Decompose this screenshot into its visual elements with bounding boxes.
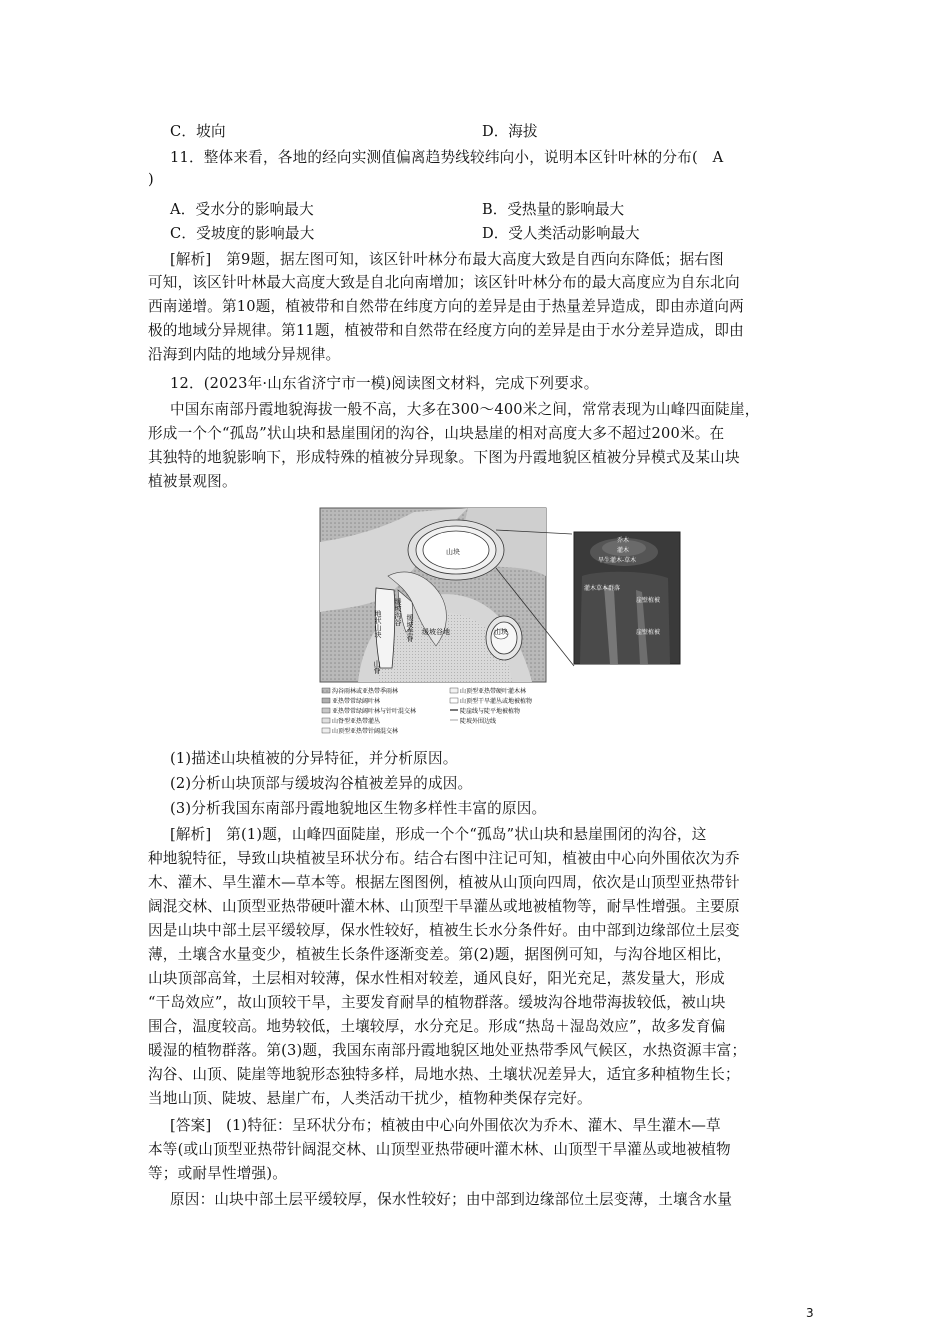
- answer-line: 本等(或山顶型亚热带针阔混交林、山顶型亚热带硬叶灌木林、山顶型干旱灌丛或地被植物: [148, 1141, 731, 1158]
- analysis-line: 围合，温度较高。地势较低，土壤较厚，水分充足。形成“热岛＋湿岛效应”，故多发育偏: [148, 1018, 726, 1035]
- map-label-shankuai-2: 山块: [494, 628, 508, 636]
- analysis-line: 沿海到内陆的地域分异规律。: [148, 346, 341, 363]
- photo-label-guanbu: 灌木草本群落: [584, 585, 621, 592]
- legend-item: 山顶型亚热带硬叶灌木林: [460, 688, 527, 695]
- analysis-line: 暖湿的植物群落。第(3)题，我国东南部丹霞地貌区地处亚热带季风气候区，水热资源丰富；: [148, 1042, 747, 1059]
- subquestion-2: (2)分析山块顶部与缓坡沟谷植被差异的成因。: [170, 775, 473, 792]
- material-line: 其独特的地貌影响下，形成特殊的植被分异现象。下图为丹霞地貌区植被分异模式及某山块: [148, 449, 740, 466]
- analysis-line: [解析] 第9题，据左图可知，该区针叶林分布最大高度大致是自西向东降低；据右图: [170, 251, 724, 268]
- analysis-line: “干岛效应”，故山顶较干旱，主要发育耐旱的植物群落。缓坡沟谷地带海拔较低，被山块: [148, 994, 726, 1011]
- legend-item: 山顶型亚热带针阔混交林: [332, 728, 399, 735]
- analysis-line: 因是山块中部土层平缓较厚，保水性较好，植被生长水分条件好。由中部到边缘部位土层变: [148, 922, 740, 939]
- subquestion-1: (1)描述山块植被的分异特征，并分析原因。: [170, 750, 458, 767]
- subquestion-3: (3)分析我国东南部丹霞地貌地区生物多样性丰富的原因。: [170, 800, 547, 817]
- answer-line: 原因：山块中部土层平缓较厚，保水性较好；由中部到边缘部位土层变薄，土壤含水量: [170, 1191, 733, 1208]
- option-d-11: D．受人类活动影响最大: [482, 225, 640, 242]
- photo-label-qiaomu: 乔木: [617, 537, 630, 544]
- map-label-huanpo-goug: 缓坡沟谷: [394, 598, 402, 626]
- analysis-line: [解析] 第(1)题，山峰四面陡崖，形成一个个“孤岛”状山块和悬崖围闭的沟谷，这: [170, 826, 707, 843]
- legend-item: 沟谷雨林或亚热带季雨林: [332, 688, 399, 695]
- analysis-line: 当地山顶、陡坡、悬崖广布，人类活动干扰少，植物种类保存完好。: [148, 1090, 592, 1107]
- legend-item: 山顶型干旱灌丛或地被植物: [460, 698, 533, 705]
- vegetation-figure: [318, 506, 682, 742]
- analysis-line: 阔混交林、山顶型亚热带硬叶灌木林、山顶型干旱灌丛或地被植物等，耐旱性增强。主要原: [148, 898, 740, 915]
- option-a-11: A．受水分的影响最大: [170, 201, 314, 218]
- legend-item: 亚热带常绿阔叶林: [332, 698, 381, 705]
- question-11-cont: ): [148, 171, 154, 188]
- photo-label-guanmu: 灌木: [617, 547, 630, 554]
- material-line: 植被景观图。: [148, 473, 237, 490]
- option-c-10: C．坡向: [170, 123, 226, 140]
- legend-item: 亚热带常绿阔叶林与针叶混交林: [332, 708, 417, 715]
- analysis-line: 极的地域分异规律。第11题，植被带和自然带在经度方向的差异是由于水分差异造成，即由: [148, 322, 744, 339]
- legend-item: 山脊型亚热带灌丛: [332, 718, 381, 725]
- analysis-line: 山块顶部高耸，土层相对较薄，保水性相对较差，通风良好，阳光充足，蒸发量大，形成: [148, 970, 725, 987]
- map-label-shankuai-1: 山块: [446, 548, 460, 556]
- photo-label-xiayan: 崖壁植被: [636, 629, 661, 636]
- analysis-line: 薄，土壤含水量变少，植被生长条件逐渐变差。第(2)题，据图例可知，与沟谷地区相比，: [148, 946, 732, 963]
- option-c-11: C．受坡度的影响最大: [170, 225, 315, 242]
- analysis-line: 种地貌特征，导致山块植被呈环状分布。结合右图中注记可知，植被由中心向外围依次为乔: [148, 850, 740, 867]
- photo-label-hanbao: 旱生灌木-草木: [598, 557, 637, 564]
- photo-label-yanbi: 崖壁植被: [636, 597, 661, 604]
- material-line: 中国东南部丹霞地貌海拔一般不高，大多在300～400米之间，常常表现为山峰四面陡崖，: [170, 401, 760, 418]
- map-label-dizhuang: 地状山块: [374, 610, 382, 638]
- analysis-line: 木、灌木、旱生灌木—草本等。根据左图图例，植被从山顶向四周，依次是山顶型亚热带针: [148, 874, 740, 891]
- answer-line: [答案] (1)特征：呈环状分布；植被由中心向外围依次为乔木、灌木、旱生灌木—草: [170, 1117, 721, 1134]
- legend-item: 陡坡外围边线: [460, 718, 497, 725]
- map-label-huanpo-qiao: 缓坡谷地: [422, 628, 450, 636]
- answer-line: 等；或耐旱性增强)。: [148, 1165, 288, 1182]
- analysis-line: 西南递增。第10题，植被带和自然带在纬度方向的差异是由于热量差异造成，即由赤道向两: [148, 298, 744, 315]
- question-11: 11．整体来看，各地的经向实测值偏离趋势线较纬向小，说明本区针叶林的分布( A: [170, 149, 724, 166]
- analysis-line: 沟谷、山顶、陡崖等地貌形态独特多样，局地水热、土壤状况差异大，适宜多种植物生长；: [148, 1066, 740, 1083]
- page-number: 3: [806, 1306, 814, 1320]
- map-label-shanbei: 山脊: [373, 660, 381, 674]
- option-d-10: D．海拔: [482, 123, 538, 140]
- map-legend: [322, 687, 532, 735]
- vegetation-map-svg: [318, 506, 682, 742]
- option-b-11: B．受热量的影响最大: [482, 201, 625, 218]
- question-12: 12．(2023年·山东省济宁市一模)阅读图文材料，完成下列要求。: [170, 375, 599, 392]
- map-label-huanpo-dian: 缓坡垄脊: [406, 614, 414, 642]
- analysis-line: 可知，该区针叶林最大高度大致是自北向南增加；该区针叶林分布的最大高度应为自东北向: [148, 274, 740, 291]
- legend-item: 陡崖线与陡平地被植物: [460, 708, 521, 715]
- material-line: 形成一个个“孤岛”状山块和悬崖围闭的沟谷，山块悬崖的相对高度大多不超过200米。在: [148, 425, 725, 442]
